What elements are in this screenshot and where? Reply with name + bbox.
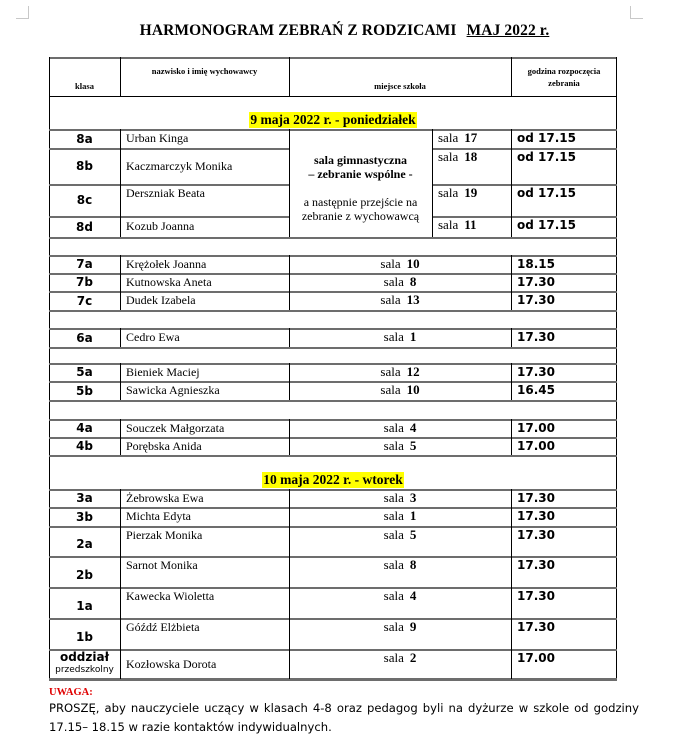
table-rule bbox=[511, 419, 512, 438]
table-rule bbox=[511, 489, 512, 508]
room-word: sala bbox=[383, 329, 404, 344]
start-time: 17.30 bbox=[517, 491, 555, 505]
table-rule bbox=[511, 507, 512, 527]
table-rule bbox=[511, 526, 512, 557]
table-rule bbox=[289, 363, 290, 382]
room-word: sala bbox=[383, 527, 404, 542]
class-label: 4b bbox=[76, 439, 93, 453]
table-rule bbox=[511, 328, 512, 348]
room-number: 8 bbox=[409, 274, 417, 289]
class-label: 8d bbox=[76, 219, 93, 234]
teacher-name: Kutnowska Aneta bbox=[126, 274, 212, 289]
room bbox=[289, 363, 511, 381]
room bbox=[289, 489, 511, 507]
teacher-name: Sawicka Agnieszka bbox=[126, 383, 220, 397]
start-time: od 17.15 bbox=[517, 186, 576, 200]
room-word: sala bbox=[383, 588, 404, 603]
room-number: 10 bbox=[406, 256, 420, 271]
room-word: sala bbox=[380, 364, 401, 379]
room bbox=[289, 507, 511, 526]
room-word: sala bbox=[438, 185, 459, 200]
room bbox=[289, 328, 511, 347]
class-label-main: oddział bbox=[59, 650, 110, 664]
table-rule bbox=[289, 129, 290, 238]
room bbox=[432, 129, 511, 148]
day-heading bbox=[49, 96, 617, 129]
table-rule bbox=[511, 363, 512, 382]
table-rule bbox=[120, 291, 121, 311]
table-rule bbox=[120, 255, 121, 274]
teacher-name: Krężołek Joanna bbox=[126, 256, 207, 271]
start-time: 17.30 bbox=[517, 330, 555, 344]
day-label: 9 maja 2022 r. - poniedziałek bbox=[250, 112, 416, 127]
teacher-name: Kaczmarczyk Monika bbox=[126, 158, 233, 173]
class-label: 8b bbox=[76, 159, 93, 173]
table-rule bbox=[289, 587, 290, 619]
room bbox=[289, 273, 511, 291]
teacher-name: Bieniek Maciej bbox=[126, 364, 200, 379]
table-rule bbox=[289, 273, 290, 292]
table-rule bbox=[511, 618, 512, 650]
teacher-name: Sarnot Monika bbox=[126, 558, 198, 572]
room-number: 1 bbox=[409, 508, 417, 523]
room bbox=[289, 381, 511, 400]
room bbox=[432, 216, 511, 237]
start-time: 17.30 bbox=[517, 620, 555, 634]
teacher-name: Kozub Joanna bbox=[126, 219, 195, 233]
table-rule bbox=[289, 255, 290, 274]
table-rule bbox=[120, 328, 121, 348]
table-rule bbox=[120, 618, 121, 650]
table-rule bbox=[120, 57, 121, 97]
room-word: sala bbox=[438, 217, 459, 232]
class-label: 5b bbox=[76, 383, 93, 398]
teacher-name: Pierzak Monika bbox=[126, 528, 203, 542]
room bbox=[289, 587, 511, 618]
room-number: 11 bbox=[464, 217, 477, 232]
table-rule bbox=[511, 649, 512, 680]
room-word: sala bbox=[383, 650, 404, 665]
room-word: sala bbox=[383, 508, 404, 523]
start-time: 17.00 bbox=[517, 439, 555, 453]
class-label: 8c bbox=[76, 193, 93, 207]
schedule-table bbox=[49, 57, 617, 679]
room-number: 5 bbox=[409, 438, 417, 453]
class-label: 2b bbox=[76, 568, 93, 582]
table-rule bbox=[120, 507, 121, 527]
class-label: 1b bbox=[76, 630, 93, 644]
class-label: 6a bbox=[76, 330, 93, 345]
table-rule bbox=[289, 381, 290, 401]
table-rule bbox=[432, 129, 433, 238]
class-label: 7c bbox=[76, 293, 93, 308]
teacher-name: Souczek Małgorzata bbox=[126, 420, 225, 435]
room bbox=[432, 184, 511, 216]
page-corner-mark bbox=[16, 6, 29, 19]
joint-line1: sala gimnastyczna bbox=[314, 153, 407, 167]
room-number: 18 bbox=[464, 149, 478, 164]
table-rule bbox=[289, 57, 290, 97]
table-rule bbox=[120, 129, 121, 238]
room-word: sala bbox=[383, 557, 404, 572]
table-rule bbox=[120, 587, 121, 619]
table-rule bbox=[511, 291, 512, 311]
table-rule bbox=[289, 556, 290, 588]
room-word: sala bbox=[438, 130, 459, 145]
room-number: 2 bbox=[409, 650, 417, 665]
class-label: 4a bbox=[76, 421, 93, 435]
room-word: sala bbox=[380, 382, 401, 397]
table-rule bbox=[289, 419, 290, 438]
joint-line3: a następnie przejście na bbox=[303, 195, 418, 209]
table-rule bbox=[49, 679, 617, 681]
room-word: sala bbox=[380, 256, 401, 271]
header-time: godzina rozpoczęcia zebrania bbox=[527, 65, 601, 88]
joint-line4: zebranie z wychowawcą bbox=[301, 209, 420, 223]
table-rule bbox=[120, 489, 121, 508]
header-klasa: klasa bbox=[75, 81, 94, 91]
table-rule bbox=[120, 363, 121, 382]
teacher-name: Urban Kinga bbox=[126, 131, 189, 145]
class-label: 2a bbox=[76, 537, 93, 551]
table-rule bbox=[49, 310, 617, 312]
table-rule bbox=[49, 347, 617, 349]
start-time: 17.30 bbox=[517, 558, 555, 572]
room-word: sala bbox=[383, 490, 404, 505]
room-number: 9 bbox=[409, 619, 417, 634]
teacher-name: Porębska Anida bbox=[126, 438, 202, 453]
start-time: 17.00 bbox=[517, 651, 555, 665]
table-rule bbox=[511, 381, 512, 401]
table-rule bbox=[120, 437, 121, 456]
note bbox=[49, 687, 639, 737]
teacher-name: Kozłowska Dorota bbox=[126, 656, 217, 671]
table-rule bbox=[289, 507, 290, 527]
header-name: nazwisko i imię wychowawcy bbox=[151, 66, 258, 76]
start-time: 17.30 bbox=[517, 528, 555, 542]
start-time: 18.15 bbox=[517, 257, 555, 271]
table-rule bbox=[120, 381, 121, 401]
teacher-name: Derszniak Beata bbox=[126, 186, 205, 200]
day-heading bbox=[49, 455, 617, 489]
room bbox=[289, 556, 511, 587]
table-rule bbox=[120, 419, 121, 438]
room bbox=[289, 526, 511, 556]
table-rule bbox=[511, 437, 512, 456]
class-label: 8a bbox=[76, 131, 93, 146]
class-label: 5a bbox=[76, 365, 93, 379]
teacher-name: Cedro Ewa bbox=[126, 330, 180, 344]
room-number: 1 bbox=[409, 329, 417, 344]
table-rule bbox=[289, 489, 290, 508]
class-label-sub: przedszkolny bbox=[55, 665, 114, 675]
start-time: 16.45 bbox=[517, 383, 555, 397]
start-time: od 17.15 bbox=[517, 218, 576, 232]
room-number: 19 bbox=[464, 185, 478, 200]
teacher-name: Dudek Izabela bbox=[126, 293, 196, 307]
class-label bbox=[49, 649, 120, 679]
start-time: 17.30 bbox=[517, 589, 555, 603]
teacher-name: Kawecka Wioletta bbox=[126, 589, 215, 603]
class-label: 3a bbox=[76, 491, 93, 505]
table-rule bbox=[289, 437, 290, 456]
room-number: 3 bbox=[409, 490, 417, 505]
start-time: 17.30 bbox=[517, 293, 555, 307]
note-label: UWAGA: bbox=[49, 687, 93, 698]
room-number: 5 bbox=[409, 527, 417, 542]
start-time: od 17.15 bbox=[517, 131, 576, 145]
table-rule bbox=[289, 618, 290, 650]
table-rule bbox=[120, 273, 121, 292]
room-number: 13 bbox=[406, 292, 420, 307]
room bbox=[289, 437, 511, 455]
joint-line2: – zebranie wspólne - bbox=[308, 167, 413, 181]
note-text: PROSZĘ, aby nauczyciele uczący w klasach 4-8 oraz pedagog byli na dyżurze w szkole od godziny 17.15– 18.15 w razie kontaktów indywidualnych. bbox=[49, 701, 639, 734]
teacher-name: Michta Edyta bbox=[126, 509, 191, 523]
room-word: sala bbox=[383, 619, 404, 634]
room-word: sala bbox=[383, 438, 404, 453]
table-rule bbox=[49, 400, 617, 402]
table-rule bbox=[120, 526, 121, 557]
title-main: HARMONOGRAM ZEBRAŃ Z RODZICAMI bbox=[139, 22, 457, 39]
room bbox=[432, 148, 511, 184]
joint-meeting-note bbox=[289, 148, 432, 237]
table-rule bbox=[289, 526, 290, 557]
room-word: sala bbox=[383, 420, 404, 435]
class-label: 3b bbox=[76, 509, 93, 524]
table-rule bbox=[49, 237, 617, 239]
start-time: 17.30 bbox=[517, 365, 555, 379]
class-label: 7a bbox=[76, 257, 93, 271]
room bbox=[289, 255, 511, 273]
room-number: 12 bbox=[406, 364, 420, 379]
table-rule bbox=[120, 556, 121, 588]
table-rule bbox=[289, 328, 290, 348]
table-rule bbox=[511, 129, 512, 238]
room-word: sala bbox=[380, 292, 401, 307]
room-word: sala bbox=[383, 274, 404, 289]
teacher-name: Góźdź Elżbieta bbox=[126, 620, 200, 634]
room bbox=[289, 291, 511, 310]
start-time: 17.30 bbox=[517, 275, 555, 289]
room-number: 4 bbox=[409, 588, 417, 603]
table-rule bbox=[511, 556, 512, 588]
title-month: MAJ 2022 r. bbox=[466, 22, 550, 39]
table-rule bbox=[120, 649, 121, 680]
class-label: 1a bbox=[76, 599, 93, 613]
day-label: 10 maja 2022 r. - wtorek bbox=[263, 472, 403, 487]
table-rule bbox=[289, 291, 290, 311]
start-time: 17.30 bbox=[517, 509, 555, 523]
document-title bbox=[0, 22, 689, 40]
header-place: miejsce szkoła bbox=[374, 81, 426, 91]
table-rule bbox=[511, 587, 512, 619]
room-number: 4 bbox=[409, 420, 417, 435]
table-rule bbox=[511, 273, 512, 292]
room-word: sala bbox=[438, 149, 459, 164]
teacher-name: Żebrowska Ewa bbox=[126, 490, 204, 505]
room-number: 10 bbox=[406, 382, 420, 397]
room-number: 17 bbox=[464, 130, 478, 145]
start-time: od 17.15 bbox=[517, 150, 576, 164]
start-time: 17.00 bbox=[517, 421, 555, 435]
room bbox=[289, 419, 511, 437]
table-rule bbox=[289, 649, 290, 680]
table-rule bbox=[511, 255, 512, 274]
room bbox=[289, 649, 511, 679]
page-corner-mark bbox=[630, 6, 643, 19]
class-label: 7b bbox=[76, 275, 93, 289]
table-rule bbox=[511, 57, 512, 97]
room bbox=[289, 618, 511, 649]
room-number: 8 bbox=[409, 557, 417, 572]
